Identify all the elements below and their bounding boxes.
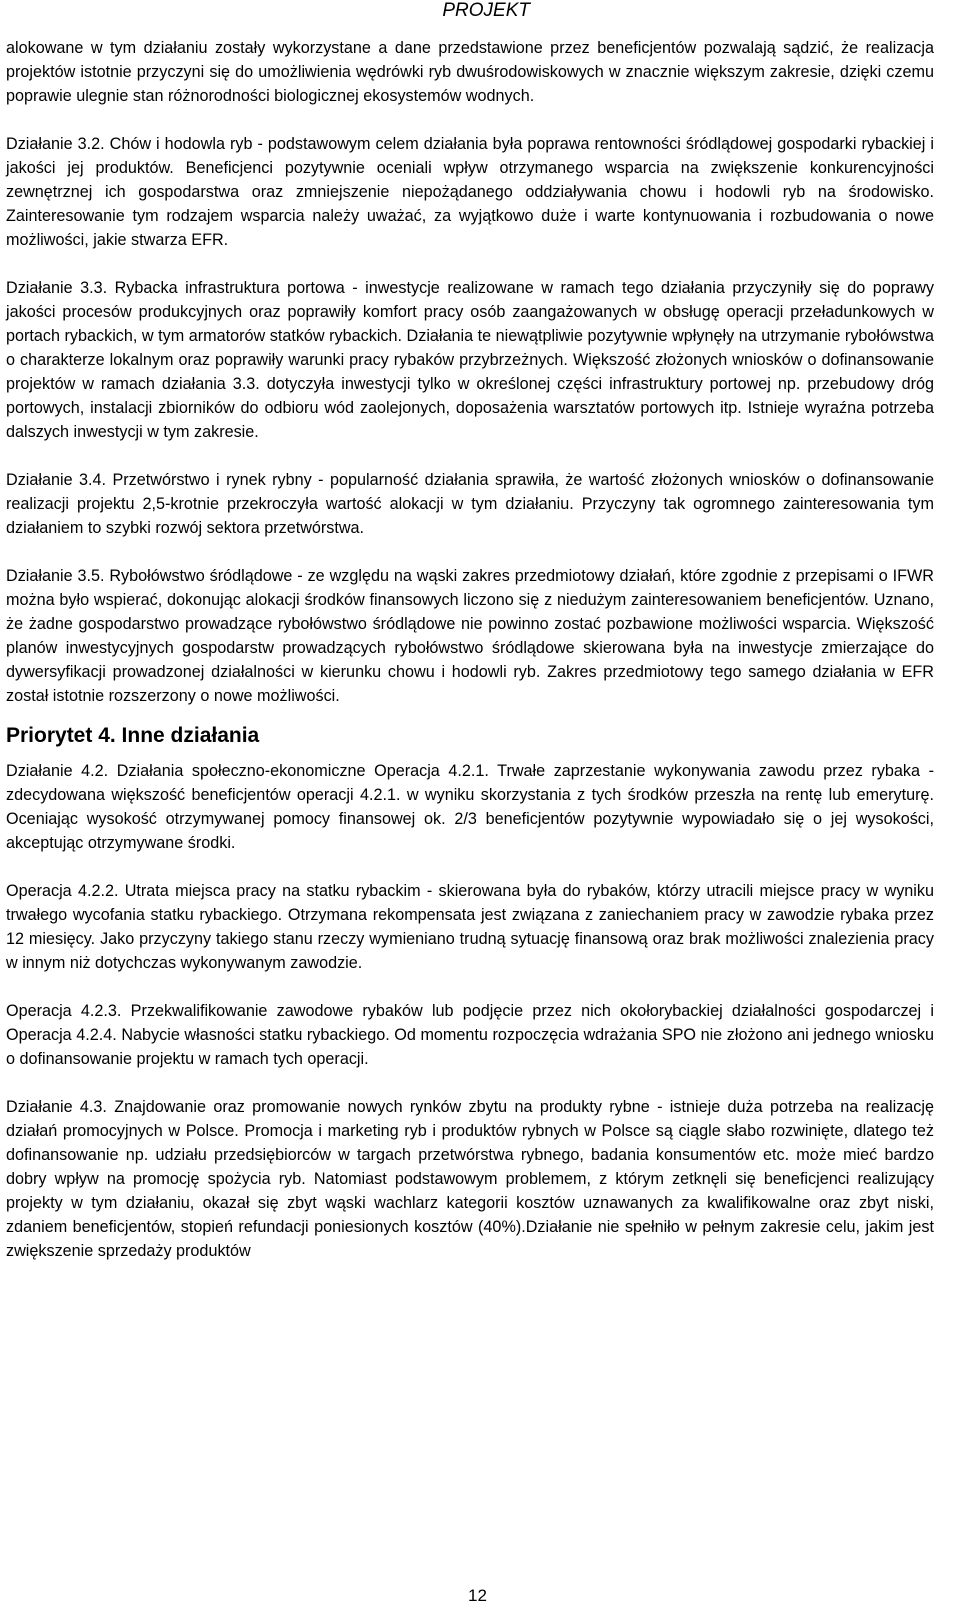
paragraph-dzialanie-3-3: Działanie 3.3. Rybacka infrastruktura portowa - inwestycje realizowane w ramach tego działania przyczyniły się do poprawy jakości procesów produkcyjnych oraz poprawiły komfort pracy osób zaangażowanych w obsługę operacji przeładunkowych w portach rybackich, w tym armatorów statków rybackich. Działania te niewątpliwie pozytywnie wpłynęły na utrzymanie rybołówstwa o charakterze lokalnym oraz poprawiły warunki pracy rybaków przybrzeżnych. Większość złożonych wniosków o dofinansowanie projektów w ramach działania 3.3. dotyczyła inwestycji tylko w określonej części infrastruktury portowej np. przebudowy dróg portowych, instalacji zbiorników do odbioru wód zaolejonych, doposażenia warsztatów portowych itp. Istnieje wyraźna potrzeba dalszych inwestycji w tym zakresie. [6,279,934,441]
paragraph-dzialanie-3-2: Działanie 3.2. Chów i hodowla ryb - podstawowym celem działania była poprawa rentowności śródlądowej gospodarki rybackiej i jakości jej produktów. Beneficjenci pozytywnie oceniali wpływ otrzymanego wsparcia na zwiększenie konkurencyjności zewnętrznej ich gospodarstwa oraz zmniejszenie niepożądanego oddziaływania chowu i hodowli ryb na środowisko. Zainteresowanie tym rodzajem wsparcia należy uważać, za wyjątkowo duże i warte kontynuowania i rozbudowania o nowe możliwości, jakie stwarza EFR. [6,135,934,249]
document-body [6,36,934,1287]
section-heading-priorytet-4: Priorytet 4. Inne działania [6,724,260,747]
paragraph-operacja-4-2-2: Operacja 4.2.2. Utrata miejsca pracy na statku rybackim - skierowana była do rybaków, którzy utracili miejsce pracy w wyniku trwałego wycofania statku rybackiego. Otrzymana rekompensata jest związana z zaniechaniem pracy w zawodzie rybaka przez 12 miesięcy. Jako przyczyny takiego stanu rzeczy wymieniano trudną sytuację finansową oraz brak możliwości znalezienia pracy w innym niż dotychczas wykonywanym zawodzie. [6,882,934,972]
paragraph-dzialanie-4-2: Działanie 4.2. Działania społeczno-ekonomiczne Operacja 4.2.1. Trwałe zaprzestanie wykonywania zawodu przez rybaka - zdecydowana większość beneficjentów operacji 4.2.1. w wyniku skorzystania z tych środków przeszła na rentę lub emeryturę. Oceniając wysokość otrzymywanej pomocy finansowej ok. 2/3 beneficjentów pozytywnie wypowiadało się o jej wysokości, akceptując otrzymywane środki. [6,762,934,852]
page-header: PROJEKT [442,0,530,21]
page-number: 12 [468,1586,487,1605]
paragraph-dzialanie-3-5: Działanie 3.5. Rybołówstwo śródlądowe - ze względu na wąski zakres przedmiotowy działań, które zgodnie z przepisami o IFWR można było wspierać, dokonując alokacji środków finansowych liczono się z niedużym zainteresowaniem beneficjentów. Uznano, że żadne gospodarstwo prowadzące rybołówstwo śródlądowe nie powinno zostać pozbawione możliwości wsparcia. Większość planów inwestycyjnych gospodarstw prowadzących rybołówstwo śródlądowe skierowana była na inwestycje zmierzające do dywersyfikacji prowadzonej działalności w kierunku chowu i hodowli ryb. Zakres przedmiotowy tego samego działania w EFR został istotnie rozszerzony o nowe możliwości. [6,567,934,705]
paragraph-dzialanie-3-4: Działanie 3.4. Przetwórstwo i rynek rybny - popularność działania sprawiła, że wartość złożonych wniosków o dofinansowanie realizacji projektu 2,5-krotnie przekroczyła wartość alokacji w tym działaniu. Przyczyny tak ogromnego zainteresowania tym działaniem to szybki rozwój sektora przetwórstwa. [6,471,934,537]
paragraph-dzialanie-4-3: Działanie 4.3. Znajdowanie oraz promowanie nowych rynków zbytu na produkty rybne - istnieje duża potrzeba na realizację działań promocyjnych w Polsce. Promocja i marketing ryb i produktów rybnych w Polsce są ciągle słabo rozwinięte, dlatego też dofinansowanie np. udziału przedsiębiorców w targach przetwórstwa rybnego, badania konsumentów etc. może mieć bardzo dobry wpływ na promocję spożycia ryb. Natomiast podstawowym problemem, z którym zetknęli się beneficjenci realizujący projekty w tym działaniu, okazał się zbyt wąski wachlarz kategorii kosztów uznawanych za kwalifikowalne oraz zbyt niski, zdaniem beneficjentów, stopień refundacji poniesionych kosztów (40%).Działanie nie spełniło w pełnym zakresie celu, jakim jest zwiększenie sprzedaży produktów [6,1098,934,1260]
paragraph-operacja-4-2-3: Operacja 4.2.3. Przekwalifikowanie zawodowe rybaków lub podjęcie przez nich okołorybackiej działalności gospodarczej i Operacja 4.2.4. Nabycie własności statku rybackiego. Od momentu rozpoczęcia wdrażania SPO nie złożono ani jednego wniosku o dofinansowanie projektu w ramach tych operacji. [6,1002,934,1068]
paragraph-intro: alokowane w tym działaniu zostały wykorzystane a dane przedstawione przez beneficjentów pozwalają sądzić, że realizacja projektów istotnie przyczyni się do umożliwienia wędrówki ryb dwuśrodowiskowych w znacznie większym zakresie, dzięki czemu poprawie ulegnie stan różnorodności biologicznej ekosystemów wodnych. [6,39,934,105]
